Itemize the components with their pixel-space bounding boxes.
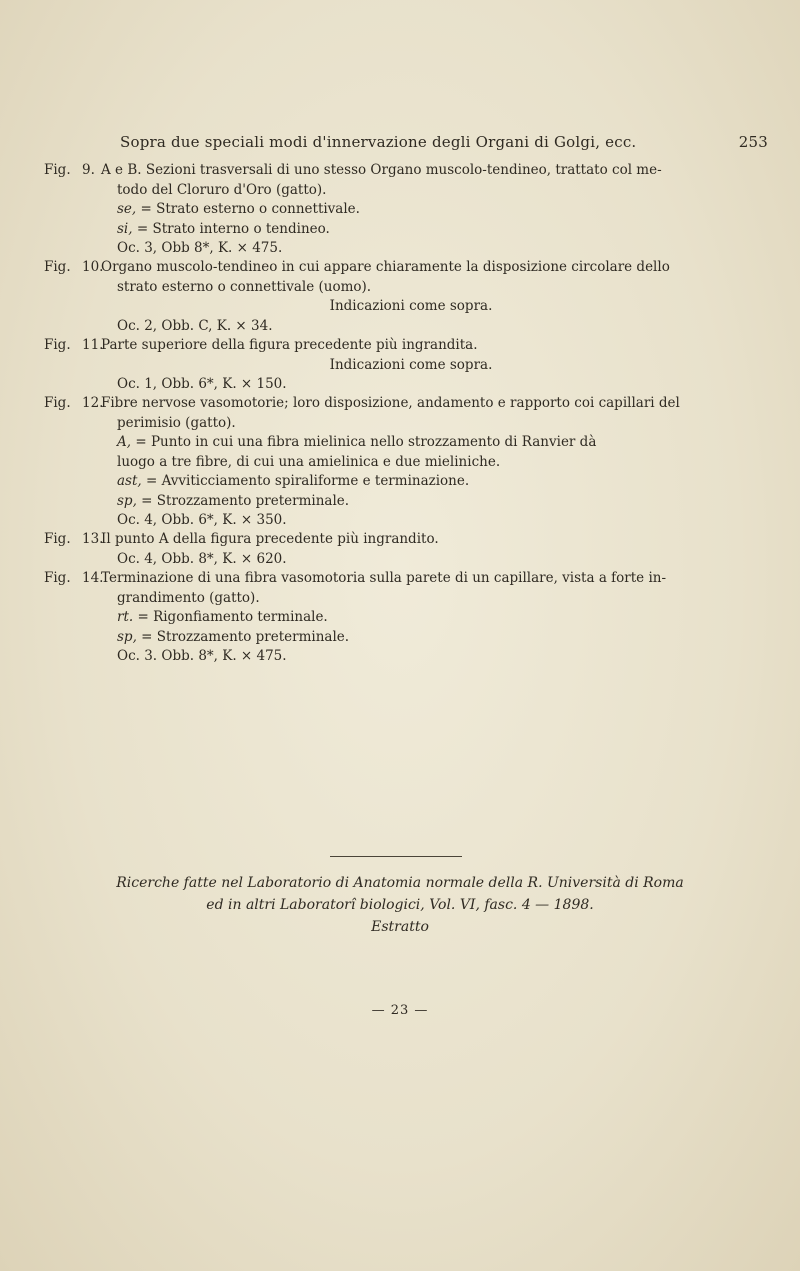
caption-line: Parte superiore della figura precedente più ingrandita. — [101, 337, 478, 353]
legend-abbr: se, — [117, 201, 137, 217]
caption-line: Terminazione di una fibra vasomotoria sulla parete di un capillare, vista a forte in- — [101, 570, 667, 586]
magnification: Oc. 4, Obb. 8*, K. × 620. — [117, 550, 287, 567]
figure-label: Fig. — [44, 162, 71, 178]
figure-label: Fig. — [44, 337, 71, 353]
legend-text: = Strozzamento preterminale. — [136, 628, 350, 645]
legend-text: = Strato interno o tendineo. — [132, 220, 330, 237]
caption-line: Fibre nervose vasomotorie; loro disposizione, andamento e rapporto coi capillari del — [101, 395, 680, 411]
legend-entry — [101, 433, 781, 453]
legend-text: = Strozzamento preterminale. — [136, 492, 350, 509]
figure-label: Fig. — [44, 531, 71, 547]
legend-abbr: rt. — [117, 609, 134, 625]
legend-entry — [101, 628, 781, 648]
legend-entry — [101, 608, 781, 628]
caption-note: Indicazioni come sopra. — [329, 298, 493, 314]
magnification: Oc. 4, Obb. 6*, K. × 350. — [117, 512, 287, 528]
header-page-number: 253 — [738, 133, 768, 151]
figure-body — [101, 161, 781, 259]
legend-entry — [101, 220, 781, 240]
legend-abbr: si, — [117, 220, 133, 237]
legend-abbr: sp, — [117, 492, 137, 509]
figure-body — [101, 530, 781, 569]
figure-label: Fig. — [44, 570, 71, 586]
legend-entry — [101, 200, 781, 220]
magnification: Oc. 1, Obb. 6*, K. × 150. — [117, 376, 287, 392]
figure-number: 12. — [82, 395, 104, 411]
footer-line: Ricerche fatte nel Laboratorio di Anatomia normale della R. Università di Roma — [116, 875, 684, 891]
page-footer-number: — 23 — — [371, 1003, 429, 1018]
header-title: Sopra due speciali modi d'innervazione degli Organi di Golgi, ecc. — [120, 133, 637, 151]
footer-line: ed in altri Laboratorî biologici, Vol. VI, fasc. 4 — 1898. — [206, 897, 594, 913]
caption-line: Il punto A della figura precedente più ingrandito. — [101, 531, 439, 547]
publication-footer — [0, 872, 800, 938]
legend-abbr: ast, — [117, 473, 142, 489]
figure-body — [101, 569, 781, 667]
figure-body — [101, 394, 781, 531]
caption-note: Indicazioni come sopra. — [329, 356, 493, 373]
legend-text: = Avviticciamento spiraliforme e terminazione. — [141, 473, 470, 489]
figure-body — [101, 258, 781, 336]
figure-number: 11. — [82, 337, 104, 353]
caption-line: grandimento (gatto). — [117, 589, 260, 606]
magnification: Oc. 3. Obb. 8*, K. × 475. — [117, 648, 287, 664]
figure-number: 9. — [82, 162, 95, 178]
caption-line: strato esterno o connettivale (uomo). — [117, 278, 372, 295]
legend-abbr: sp, — [117, 628, 137, 645]
caption-line: A e B. Sezioni trasversali di uno stesso Organo muscolo-tendineo, trattato col me- — [101, 162, 662, 178]
figure-number: 14. — [82, 570, 104, 586]
figure-body — [101, 336, 781, 395]
caption-line: todo del Cloruro d'Oro (gatto). — [117, 181, 327, 198]
footer-line: Estratto — [371, 919, 429, 935]
legend-text: = Rigonfiamento terminale. — [133, 609, 328, 625]
magnification: Oc. 2, Obb. C, K. × 34. — [117, 317, 273, 334]
legend-abbr: A, — [117, 434, 132, 450]
figure-number: 13. — [82, 531, 104, 547]
legend-entry — [101, 472, 781, 492]
caption-line: perimisio (gatto). — [117, 414, 236, 431]
figure-label: Fig. — [44, 395, 71, 411]
figure-label: Fig. — [44, 259, 71, 275]
caption-line: Organo muscolo-tendineo in cui appare chiaramente la disposizione circolare dello — [101, 259, 670, 275]
figure-number: 10. — [82, 259, 104, 275]
legend-entry — [101, 492, 781, 512]
legend-continuation: luogo a tre fibre, di cui una amielinica e due mieliniche. — [117, 453, 501, 470]
separator-rule — [330, 856, 462, 857]
legend-text: = Strato esterno o connettivale. — [136, 201, 360, 217]
magnification: Oc. 3, Obb 8*, K. × 475. — [117, 240, 283, 256]
legend-text: = Punto in cui una fibra mielinica nello strozzamento di Ranvier dà — [131, 434, 597, 450]
